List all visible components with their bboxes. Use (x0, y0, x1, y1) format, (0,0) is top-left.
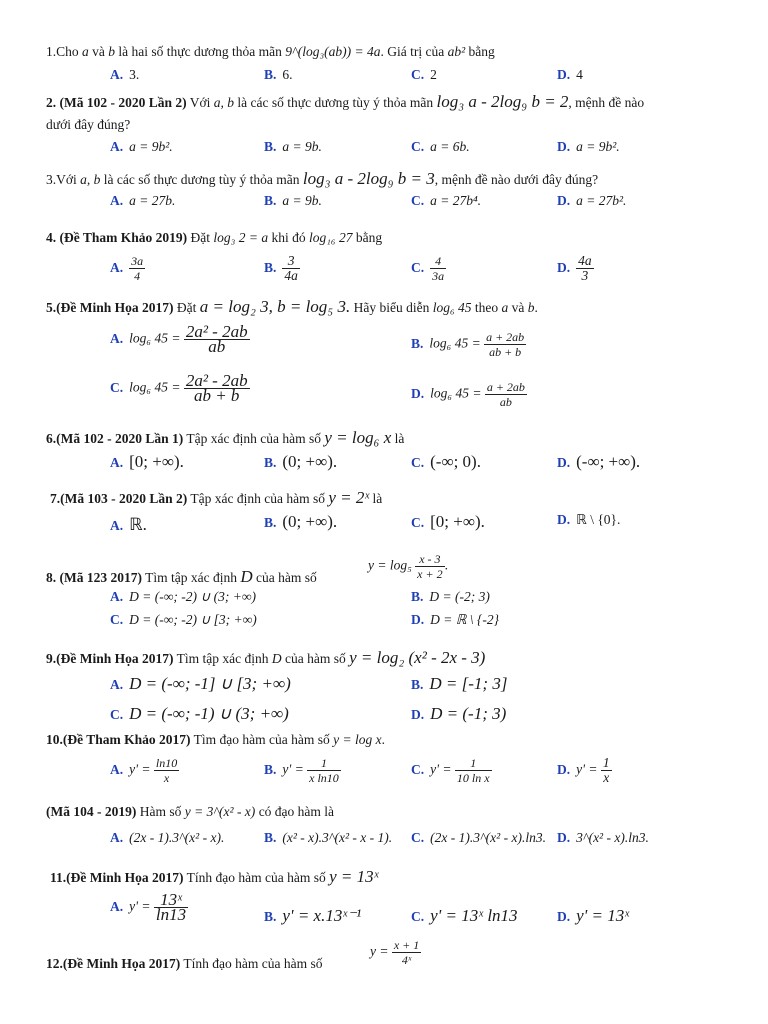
question-9: 9.(Đề Minh Họa 2017) Tìm tập xác định D của hàm số y = log₂ (x² - 2x - 3) (46, 648, 486, 667)
q4-option-c[interactable]: C. $\frac{4}{3a}$ (411, 254, 445, 283)
question-8: 8. (Mã 123 2017) Tìm tập xác định D của hàm số (46, 567, 317, 586)
function: y = log x (333, 732, 382, 747)
q3-option-a[interactable]: A. a = 27b. (110, 193, 176, 208)
q2-option-c[interactable]: C. a = 6b. (411, 139, 470, 154)
q4-option-d[interactable]: D. $\frac{4a}{3}$ (557, 253, 592, 283)
q2-option-b[interactable]: B. a = 9b. (264, 139, 322, 154)
q9-option-b[interactable]: B. D = [-1; 3] (411, 674, 508, 693)
q11-option-b[interactable]: B. y' = x.13ˣ⁻¹ (264, 906, 362, 925)
q6-option-d[interactable]: D. (-∞; +∞). (557, 452, 641, 471)
q5-option-c[interactable]: C. log₆ 45 = $\frac{\text{2a² - 2ab}}{ab + b}$ (110, 371, 248, 405)
function: y = 3^(x² - x) (184, 804, 256, 819)
q10-option-b[interactable]: B. y' = $\frac{1}{\text{x ln10}}$ (264, 756, 339, 785)
condition: log₃ a - 2log₉ b = 2 (436, 92, 569, 111)
q7-option-b[interactable]: B. (0; +∞). (264, 512, 338, 531)
q8-option-a[interactable]: A. D = (-∞; -2) ∪ (3; +∞) (110, 589, 256, 604)
q7-option-a[interactable]: A. ℝ. (110, 515, 147, 534)
question-ma104: (Mã 104 - 2019) Hàm số y = 3^(x² - x) có đạo hàm là (46, 804, 335, 819)
question-2-line2: dưới đây đúng? (46, 117, 131, 132)
question-1: 1.Cho a và b là hai số thực dương thỏa mãn 9^(log₃(ab)) = 4a. Giá trị của ab² bằng (46, 44, 495, 59)
q11-option-d[interactable]: D. y' = 13ˣ (557, 906, 630, 925)
condition: log₃ a - 2log₉ b = 3 (302, 169, 435, 188)
q4-option-a[interactable]: A. $\frac{3a}{4}$ (110, 254, 144, 283)
q8-option-c[interactable]: C. D = (-∞; -2) ∪ [3; +∞) (110, 612, 257, 627)
q2-option-d[interactable]: D. a = 9b². (557, 139, 620, 154)
q2-option-a[interactable]: A. a = 9b². (110, 139, 173, 154)
q7-option-d[interactable]: D. ℝ \ {0}. (557, 512, 621, 527)
q6-option-c[interactable]: C. (-∞; 0). (411, 452, 481, 471)
q8-option-d[interactable]: D. D = ℝ \ {-2} (411, 612, 499, 627)
q3-option-b[interactable]: B. a = 9b. (264, 193, 322, 208)
q8-option-b[interactable]: B. D = (-2; 3) (411, 589, 490, 604)
q3-option-c[interactable]: C. a = 27b⁴. (411, 193, 482, 208)
q11-option-a[interactable]: A. y' = $\frac{\text{13ˣ}}{\ln 13}$ (110, 890, 187, 924)
q9-option-d[interactable]: D. D = (-1; 3) (411, 704, 507, 723)
q10b-option-a[interactable]: A. (2x - 1).3^(x² - x). (110, 830, 225, 845)
q6-option-a[interactable]: A. [0; +∞). (110, 452, 184, 471)
q3-option-d[interactable]: D. a = 27b². (557, 193, 627, 208)
q4-option-b[interactable]: B. $\frac{3}{4a}$ (264, 253, 298, 283)
q10b-option-c[interactable]: C. (2x - 1).3^(x² - x).ln3. (411, 830, 546, 845)
q7-option-c[interactable]: C. [0; +∞). (411, 512, 485, 531)
condition: log₃ 2 = a (213, 230, 269, 245)
q6-option-b[interactable]: B. (0; +∞). (264, 452, 338, 471)
q1-option-c[interactable]: C. 2 (411, 67, 437, 82)
question-6: 6.(Mã 102 - 2020 Lần 1) Tập xác định của hàm số y = log₆ x là (46, 428, 405, 447)
q10-option-c[interactable]: C. y' = $\frac{1}{\text{10 ln x}}$ (411, 756, 490, 785)
question-10: 10.(Đề Tham Khảo 2017) Tìm đạo hàm của hàm số y = log x. (46, 732, 385, 747)
q11-option-c[interactable]: C. y' = 13ˣ ln13 (411, 906, 518, 925)
q9-option-a[interactable]: A. D = (-∞; -1] ∪ [3; +∞) (110, 674, 291, 693)
q10-option-d[interactable]: D. y' = $\frac{1}{x}$ (557, 755, 610, 785)
function: y = log₂ (x² - 2x - 3) (349, 648, 486, 667)
question-4: 4. (Đề Tham Khảo 2019) Đặt log₃ 2 = a khi đó log₁₆ 27 bằng (46, 230, 383, 245)
question-12: 12.(Đề Minh Họa 2017) Tính đạo hàm của hàm số (46, 956, 323, 971)
question-2: 2. (Mã 102 - 2020 Lần 2) Với a, b là các số thực dương tùy ý thỏa mãn log₃ a - 2log₉ b = 2, mệnh đề nào (46, 92, 645, 111)
q1-option-a[interactable]: A. 3. (110, 67, 140, 82)
function: y = 13ˣ (329, 867, 379, 886)
q12-function: y = $\frac{x + 1}{\text{4ˣ}}$ (370, 938, 420, 967)
condition: 9^(log₃(ab)) = 4a (285, 44, 381, 59)
q10b-option-d[interactable]: D. 3^(x² - x).ln3. (557, 830, 649, 845)
q5-option-d[interactable]: D. log₆ 45 = $\frac{a + 2ab}{ab}$ (411, 380, 525, 409)
q5-option-a[interactable]: A. log₆ 45 = $\frac{\text{2a² - 2ab}}{ab}$ (110, 322, 248, 356)
q10-option-a[interactable]: A. y' = $\frac{\ln 10}{x}$ (110, 756, 178, 785)
question-11: 11.(Đề Minh Họa 2017) Tính đạo hàm của hàm số y = 13ˣ (50, 867, 379, 886)
q5-option-b[interactable]: B. log₆ 45 = $\frac{a + 2ab}{ab + b}$ (411, 330, 525, 359)
question-3: 3.Với a, b là các số thực dương tùy ý thỏa mãn log₃ a - 2log₉ b = 3, mệnh đề nào dưới đây đúng? (46, 169, 599, 188)
question-7: 7.(Mã 103 - 2020 Lần 2) Tập xác định của hàm số y = 2ˣ là (50, 488, 383, 507)
q1-option-d[interactable]: D. 4 (557, 67, 583, 82)
q1-option-b[interactable]: B. 6. (264, 67, 293, 82)
function: y = log₆ x (324, 428, 392, 447)
q9-option-c[interactable]: C. D = (-∞; -1) ∪ (3; +∞) (110, 704, 289, 723)
condition: a = log₂ 3, b = log₅ 3. (199, 297, 351, 316)
q10b-option-b[interactable]: B. (x² - x).3^(x² - x - 1). (264, 830, 393, 845)
q8-function: y = log₅ $\frac{x - 3}{x + 2}$ . (368, 552, 448, 581)
question-5: 5.(Đề Minh Họa 2017) Đặt a = log₂ 3, b = log₅ 3. Hãy biểu diễn log₆ 45 theo a và b. (46, 297, 538, 316)
function: y = 2ˣ (328, 488, 370, 507)
